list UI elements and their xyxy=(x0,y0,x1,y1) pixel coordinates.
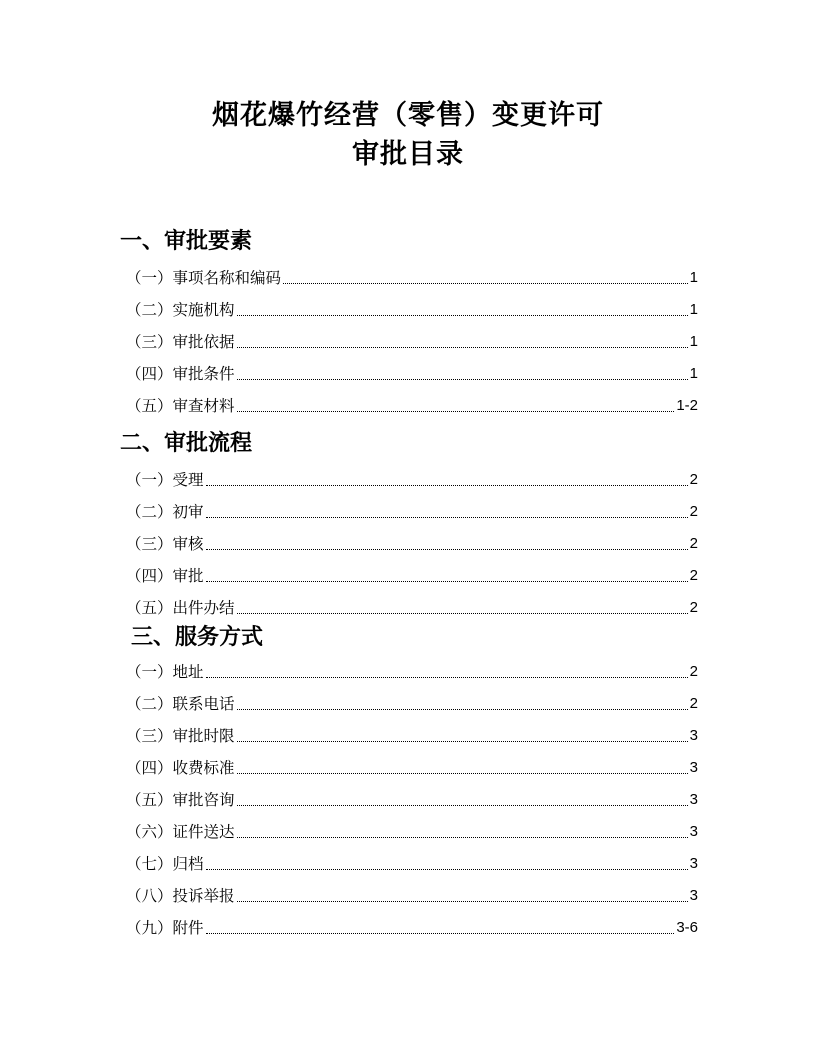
dot-leader xyxy=(206,484,688,486)
toc-entry[interactable] xyxy=(126,916,698,938)
toc-entry-label: （二）联系电话 xyxy=(126,695,235,713)
toc-entry-label: （八）投诉举报 xyxy=(126,887,235,905)
toc-entry[interactable] xyxy=(126,500,698,522)
toc-entry-label: （四）审批条件 xyxy=(126,365,235,383)
dot-leader xyxy=(283,282,688,284)
section-heading-approval-elements: 一、审批要素 xyxy=(120,229,253,254)
toc-entry[interactable] xyxy=(126,820,698,842)
toc-entry-label: （六）证件送达 xyxy=(126,823,235,841)
toc-entry[interactable] xyxy=(126,298,698,320)
toc-entry-page: 3 xyxy=(689,727,698,744)
toc-entry-page: 2 xyxy=(689,535,698,552)
toc-entry-label: （二）实施机构 xyxy=(126,301,235,319)
toc-entry[interactable] xyxy=(126,266,698,288)
toc-entry[interactable] xyxy=(126,788,698,810)
toc-entry[interactable] xyxy=(126,884,698,906)
dot-leader xyxy=(237,804,688,806)
section-heading-approval-process: 二、审批流程 xyxy=(120,431,253,456)
toc-entry-page: 3 xyxy=(689,823,698,840)
dot-leader xyxy=(206,932,675,934)
toc-entry-label: （四）审批 xyxy=(126,567,204,585)
toc-entry[interactable] xyxy=(126,532,698,554)
toc-entry[interactable] xyxy=(126,852,698,874)
toc-entry-label: （一）事项名称和编码 xyxy=(126,269,282,287)
toc-entry-page: 2 xyxy=(689,599,698,616)
dot-leader xyxy=(237,836,688,838)
dot-leader xyxy=(206,676,688,678)
toc-entry[interactable] xyxy=(126,362,698,384)
toc-entry-label: （五）审批咨询 xyxy=(126,791,235,809)
toc-entry-label: （九）附件 xyxy=(126,919,204,937)
toc-entry[interactable] xyxy=(126,596,698,618)
toc-entry-page: 2 xyxy=(689,471,698,488)
section-heading-service-methods: 三、服务方式 xyxy=(131,625,264,650)
toc-entry[interactable] xyxy=(126,660,698,682)
toc-entry[interactable] xyxy=(126,330,698,352)
toc-entry-label: （一）地址 xyxy=(126,663,204,681)
toc-entry-label: （四）收费标准 xyxy=(126,759,235,777)
toc-entry-label: （五）出件办结 xyxy=(126,599,235,617)
toc-entry-page: 1-2 xyxy=(676,397,698,414)
toc-entry-page: 1 xyxy=(689,365,698,382)
dot-leader xyxy=(237,708,688,710)
dot-leader xyxy=(237,900,688,902)
toc-entry-label: （三）审批时限 xyxy=(126,727,235,745)
dot-leader xyxy=(237,612,688,614)
toc-entry-page: 3 xyxy=(689,887,698,904)
toc-entry[interactable] xyxy=(126,692,698,714)
toc-entry[interactable] xyxy=(126,724,698,746)
toc-entry-page: 1 xyxy=(689,301,698,318)
toc-entry-page: 2 xyxy=(689,663,698,680)
toc-entry-label: （一）受理 xyxy=(126,471,204,489)
toc-entry-page: 3 xyxy=(689,759,698,776)
toc-entry-label: （七）归档 xyxy=(126,855,204,873)
dot-leader xyxy=(237,378,688,380)
dot-leader xyxy=(237,772,688,774)
toc-entry-page: 2 xyxy=(689,695,698,712)
toc-entry[interactable] xyxy=(126,564,698,586)
toc-entry-page: 3-6 xyxy=(676,919,698,936)
toc-entry-label: （五）审查材料 xyxy=(126,397,235,415)
document-subtitle: 审批目录 xyxy=(352,139,464,170)
dot-leader xyxy=(237,346,688,348)
toc-entry-label: （二）初审 xyxy=(126,503,204,521)
toc-entry-page: 1 xyxy=(689,269,698,286)
toc-entry[interactable] xyxy=(126,394,698,416)
dot-leader xyxy=(206,868,688,870)
dot-leader xyxy=(206,516,688,518)
toc-entry-page: 2 xyxy=(689,567,698,584)
dot-leader xyxy=(206,548,688,550)
toc-entry-page: 1 xyxy=(689,333,698,350)
dot-leader xyxy=(237,740,688,742)
dot-leader xyxy=(206,580,688,582)
toc-entry[interactable] xyxy=(126,756,698,778)
toc-entry[interactable] xyxy=(126,468,698,490)
document-title: 烟花爆竹经营（零售）变更许可 xyxy=(212,100,604,131)
toc-entry-page: 3 xyxy=(689,855,698,872)
dot-leader xyxy=(237,314,688,316)
toc-entry-page: 3 xyxy=(689,791,698,808)
toc-entry-label: （三）审核 xyxy=(126,535,204,553)
toc-entry-label: （三）审批依据 xyxy=(126,333,235,351)
toc-entry-page: 2 xyxy=(689,503,698,520)
dot-leader xyxy=(237,410,675,412)
